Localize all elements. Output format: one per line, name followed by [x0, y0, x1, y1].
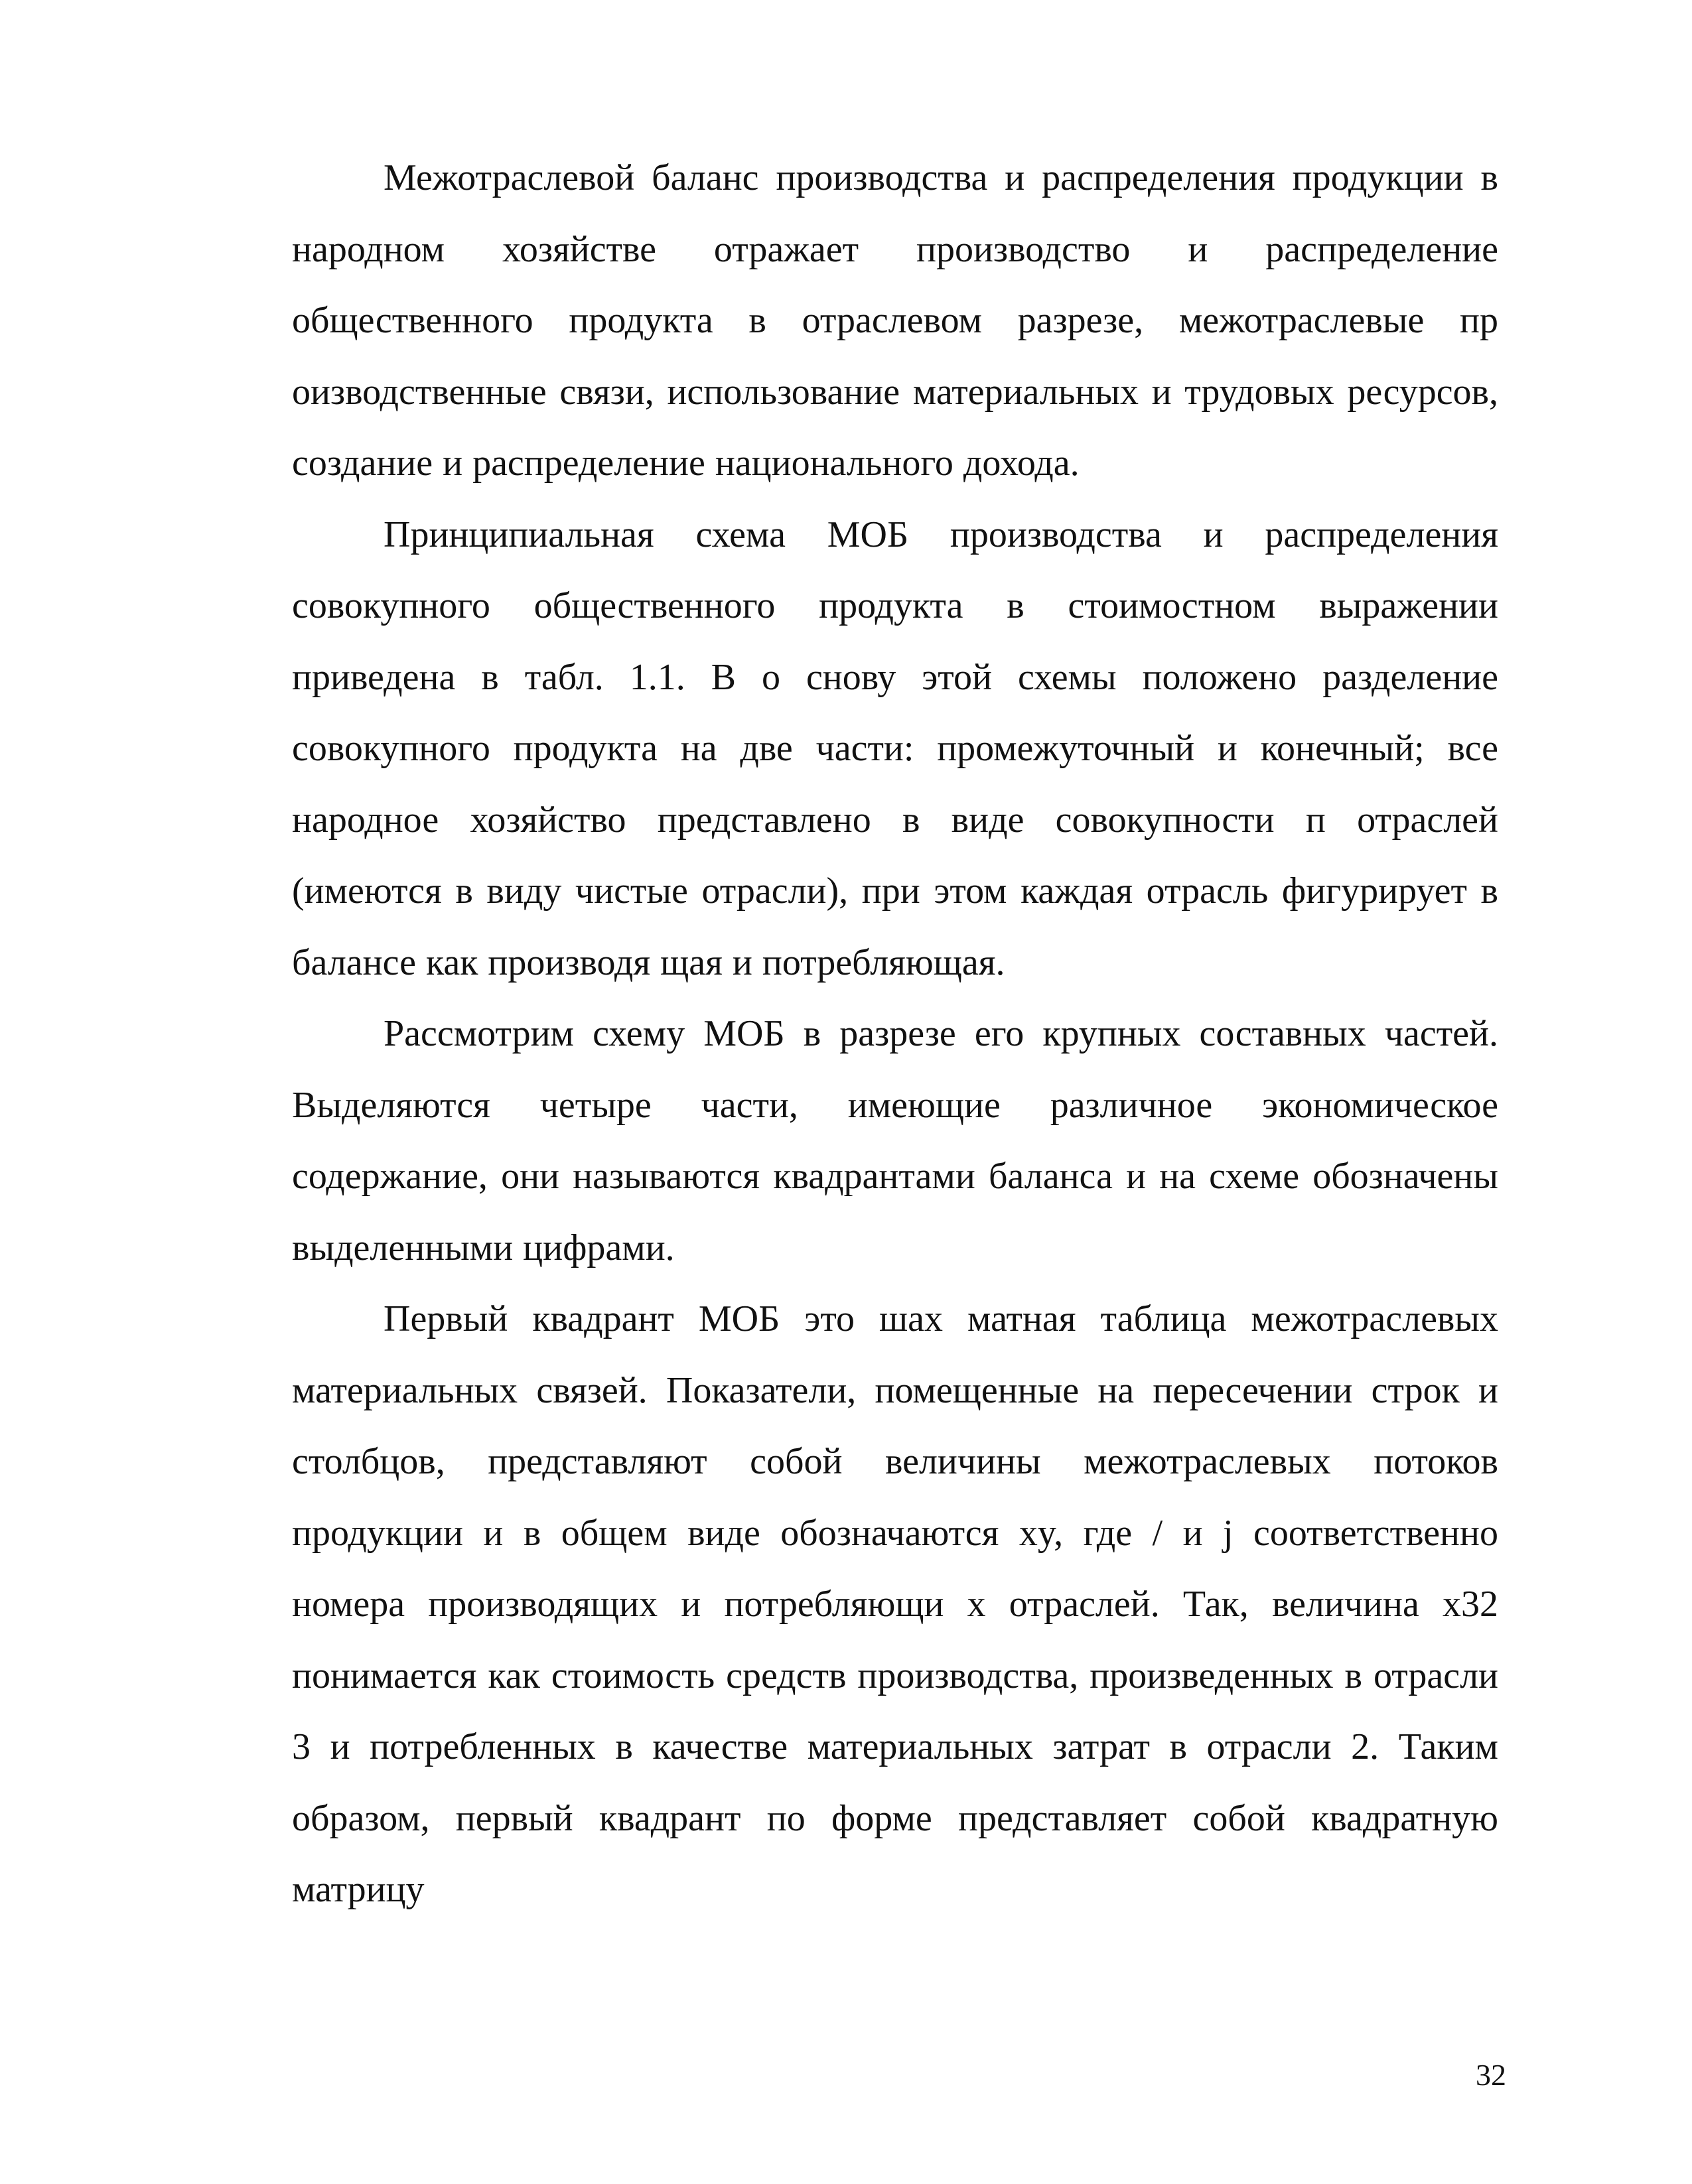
paragraph-principal-scheme: Принципиальная схема МОБ производства и распределения совокупного общественного продукта в стоимостном выражении приведена в табл. 1.1. В о снову этой схемы положено разделение совокупного продукта на две части: промежуточный и конечный; все народное хозяйство представлено в виде совокупности п отраслей (имеются в виду чистые отрасли), при этом каждая отрасль фигурирует в балансе как производя щая и потребляющая.: [292, 513, 1498, 983]
body-text: [292, 143, 1498, 1926]
paragraph-quadrants: Рассмотрим схему МОБ в разрезе его крупных составных частей. Выделяются четыре части, имеющие различное экономическое содержание, они называются квадрантами баланса и на схеме обозначены выделенными цифрами.: [292, 1013, 1498, 1268]
page-number: 32: [1476, 2058, 1506, 2092]
paragraph-first-quadrant: Первый квадрант МОБ это шах матная таблица межотраслевых материальных связей. Показатели, помещенные на пересечении строк и столбцов, представляют собой величины межотраслевых потоков продукции и в общем виде обозначаются xy, где / и j соответственно номера производящих и потребляющи х отраслей. Так, величина x32 понимается как стоимость средств производства, произведенных в отрасли 3 и потребленных в качестве материальных затрат в отрасли 2. Таким образом, первый квадрант по форме представляет собой квадратную матрицу: [292, 1298, 1498, 1910]
paragraph-interindustry-balance: Межотраслевой баланс производства и распределения продукции в народном хозяйстве отражает производство и распределение общественного продукта в отраслевом разрезе, межотраслевые пр оизводственные связи, использование материальных и трудовых ресурсов, создание и распределение национального дохода.: [292, 157, 1498, 484]
